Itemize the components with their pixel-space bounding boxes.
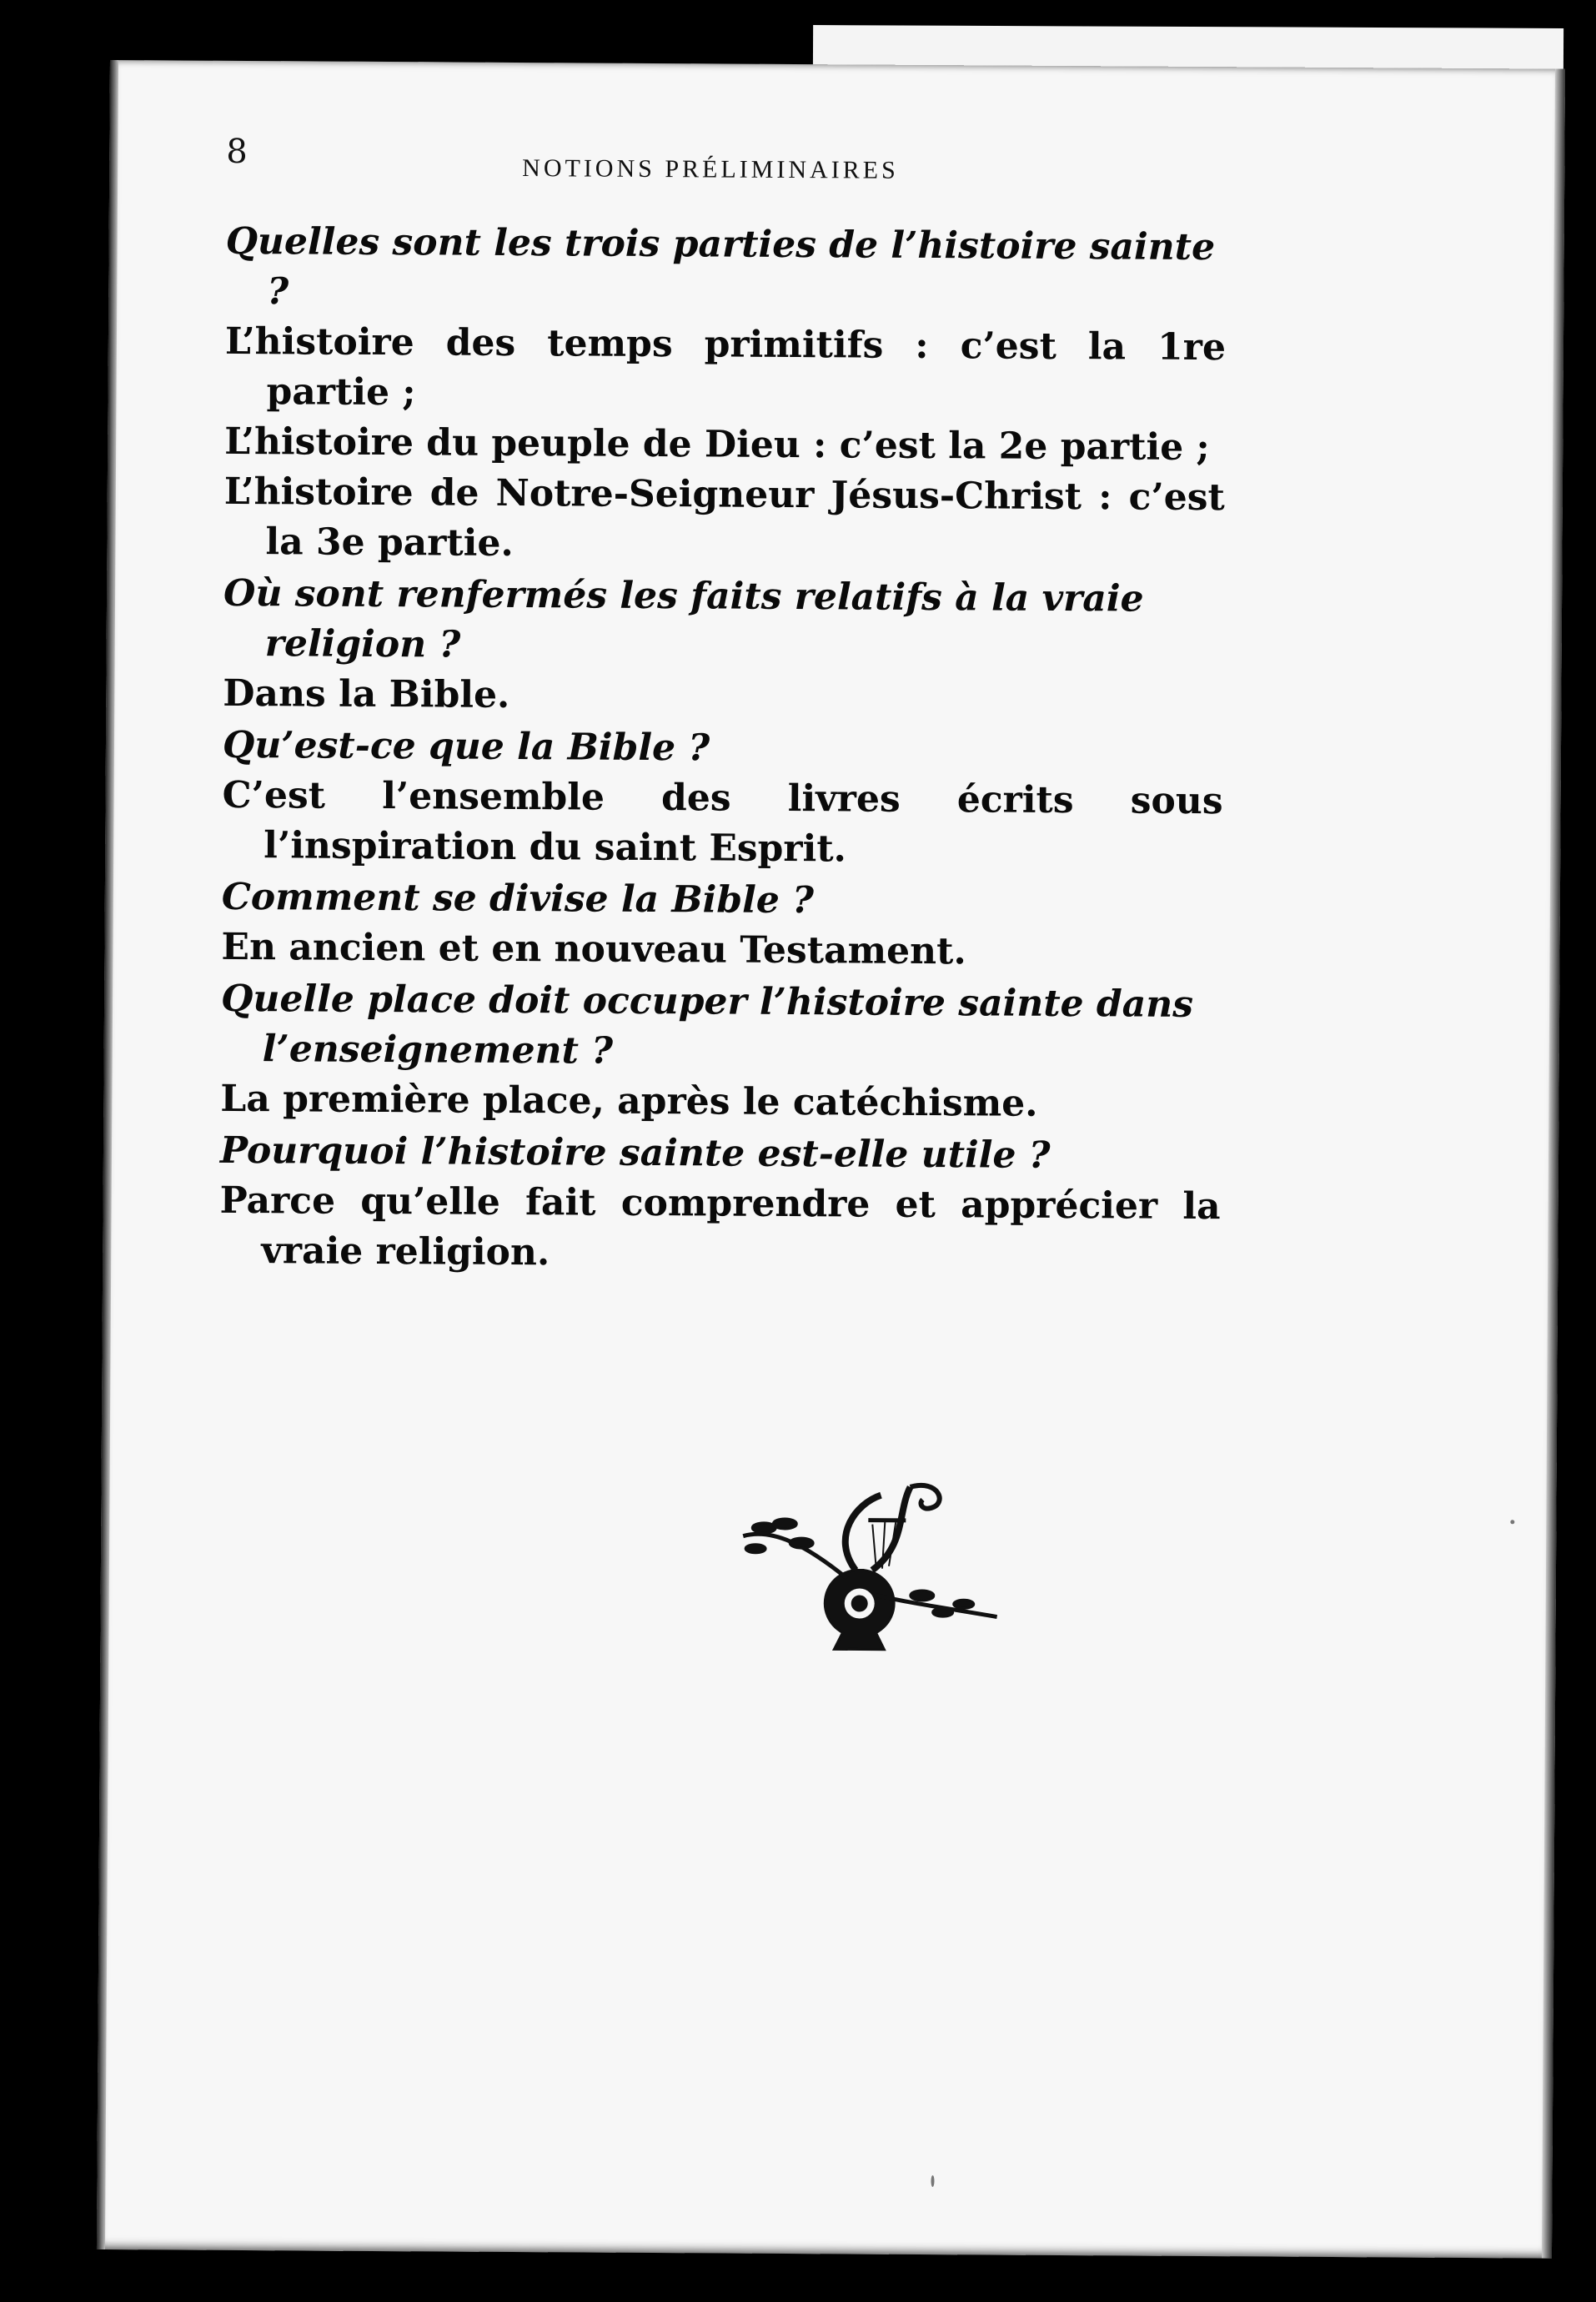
answer-religion: Parce qu’elle fait comprendre et apprécier la vraie religion. — [219, 1179, 1221, 1274]
answer-line-2: L’histoire du peuple de Dieu : c’est la 2e partie ; — [224, 420, 1210, 470]
book-page — [97, 60, 1565, 2259]
running-title: NOTIONS PRÉLIMINAIRES — [522, 154, 899, 184]
answer-premiere: La première place, après le catéchisme. — [220, 1077, 1038, 1125]
page-number: 8 — [226, 132, 248, 172]
question-divise: Comment se divise la Bible ? — [221, 875, 815, 922]
question-faits: Où sont renfermés les faits relatifs à la vraie religion ? — [223, 571, 1144, 666]
answer-line-3: L’histoire de Notre-Seigneur Jésus-Christ : c’est la 3e partie. — [223, 470, 1225, 565]
answer-ensemble: C’est l’ensemble des livres écrits sous l’inspiration du saint Esprit. — [222, 773, 1223, 871]
question-place: Quelle place doit occuper l’histoire sainte dans l’enseignement ? — [220, 977, 1194, 1073]
answer-testament: En ancien et en nouveau Testament. — [221, 925, 966, 973]
paper-speck — [931, 2175, 934, 2187]
answer-bible: Dans la Bible. — [223, 671, 510, 716]
paper-speck — [1510, 1520, 1514, 1524]
page-right-edge — [1542, 69, 1565, 2259]
question-parts: Quelles sont les trois parties de l’histoire sainte ? — [225, 219, 1216, 314]
lyre-vase-ornament-icon — [730, 1470, 1014, 1671]
question-bible: Qu’est-ce que la Bible ? — [222, 723, 710, 770]
page-body — [219, 215, 1227, 1282]
page-left-edge — [97, 60, 118, 2249]
answer-line-1: L’histoire des temps primitifs : c’est la 1re partie ; — [224, 319, 1227, 415]
question-utile: Pourquoi l’histoire sainte est-elle utile ? — [219, 1128, 1051, 1177]
